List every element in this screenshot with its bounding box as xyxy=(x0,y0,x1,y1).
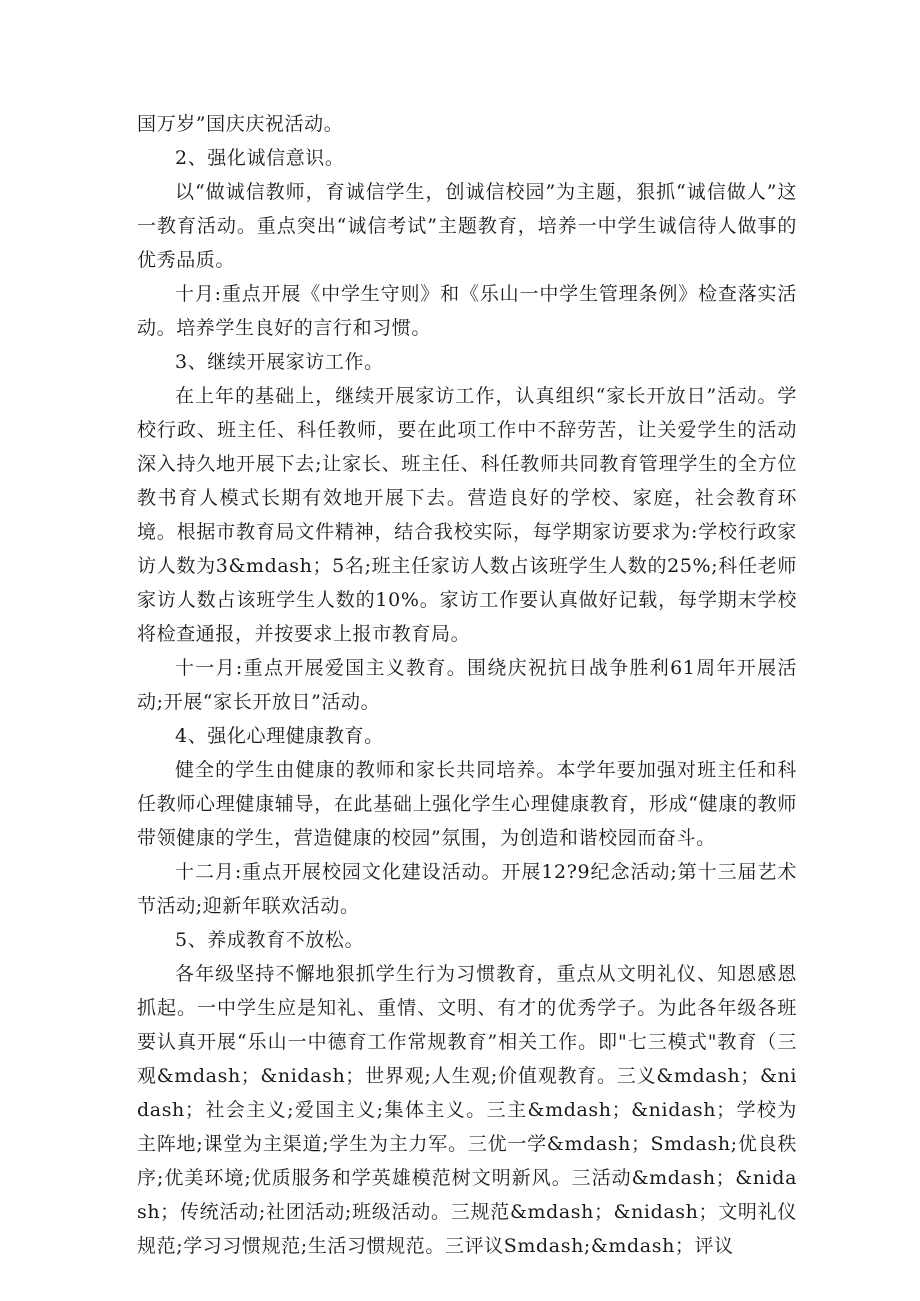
section-heading-mental-health: 4、强化心理健康教育。 xyxy=(175,725,384,747)
paragraph-habit-education: 各年级坚持不懈地狠抓学生行为习惯教育，重点从文明礼仪、知恩感恩抓起。一中学生应是知礼、重情、文明、有才的优秀学子。为此各年级各班要认真开展“乐山一中德育工作常规教育”相关工作。即"七三模式"教育（三观&mdash；&nidash；世界观;人生观;价值观教育。三义&mdash；&nidash；社会主义;爱国主义;集体主义。三主&mdash；&nidash；学校为主阵地;课堂为主渠道;学生为主力军。三优一学&mdash；Smdash;优良秩序;优美环境;优质服务和学英雄模范树文明新风。三活动&mdash；&nidash；传统活动;社团活动;班级活动。三规范&mdash；&nidash；文明礼仪规范;学习习惯规范;生活习惯规范。三评议Smdash;&mdash；评议 xyxy=(137,963,797,1257)
section-heading-home-visit: 3、继续开展家访工作。 xyxy=(175,351,384,373)
document-body xyxy=(137,107,797,1263)
section-heading-habit-education: 5、养成教育不放松。 xyxy=(175,929,365,951)
paragraph-october: 十月:重点开展《中学生守则》和《乐山一中学生管理条例》检查落实活动。培养学生良好的言行和习惯。 xyxy=(137,283,797,339)
paragraph-continuation: 国万岁”国庆庆祝活动。 xyxy=(137,113,344,135)
paragraph-november: 十一月:重点开展爱国主义教育。围绕庆祝抗日战争胜利61周年开展活动;开展“家长开放日”活动。 xyxy=(137,657,797,713)
section-heading-integrity: 2、强化诚信意识。 xyxy=(175,147,345,169)
paragraph-december: 十二月:重点开展校园文化建设活动。开展12?9纪念活动;第十三届艺术节活动;迎新年联欢活动。 xyxy=(137,861,797,917)
paragraph-home-visit: 在上年的基础上，继续开展家访工作，认真组织“家长开放日”活动。学校行政、班主任、科任教师，要在此项工作中不辞劳苦，让关爱学生的活动深入持久地开展下去;让家长、班主任、科任教师共同教育管理学生的全方位教书育人模式长期有效地开展下去。营造良好的学校、家庭，社会教育环境。根据市教育局文件精神，结合我校实际，每学期家访要求为:学校行政家访人数为3&mdash；5名;班主任家访人数占该班学生人数的25%;科任老师家访人数占该班学生人数的10%。家访工作要认真做好记载，每学期末学校将检查通报，并按要求上报市教育局。 xyxy=(137,385,797,645)
paragraph-mental-health: 健全的学生由健康的教师和家长共同培养。本学年要加强对班主任和科任教师心理健康辅导，在此基础上强化学生心理健康教育，形成“健康的教师带领健康的学生，营造健康的校园”氛围，为创造和谐校园而奋斗。 xyxy=(137,759,797,849)
paragraph-integrity: 以“做诚信教师，育诚信学生，创诚信校园”为主题，狠抓“诚信做人”这一教育活动。重点突出“诚信考试”主题教育，培养一中学生诚信待人做事的优秀品质。 xyxy=(137,181,797,271)
